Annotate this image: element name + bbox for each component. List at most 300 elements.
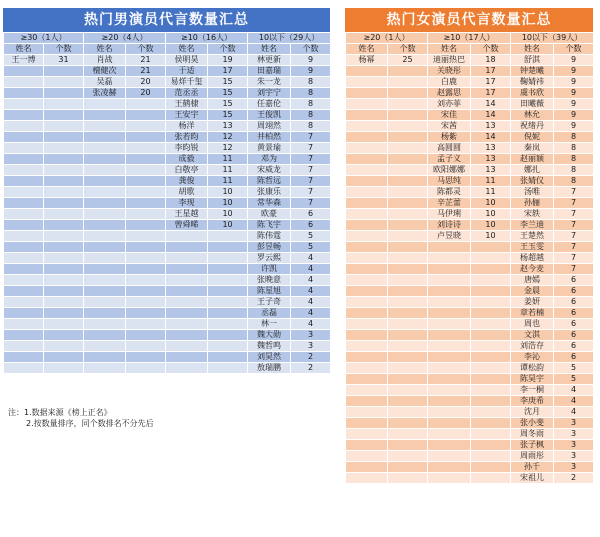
empty-cell: [44, 319, 84, 330]
endorsement-count: 9: [554, 99, 594, 110]
endorsement-count: 17: [471, 66, 511, 77]
actor-name: 孙俪: [511, 198, 554, 209]
actor-name: 邓为: [248, 154, 291, 165]
actor-name: 唐嫣: [511, 275, 554, 286]
empty-cell: [471, 374, 511, 385]
actor-name: 宋威龙: [248, 165, 291, 176]
female-endorsement-table: [345, 32, 594, 484]
table-row: [346, 176, 594, 187]
endorsement-count: 14: [471, 99, 511, 110]
actor-name: 周翊然: [248, 121, 291, 132]
endorsement-count: 7: [291, 143, 331, 154]
actor-name: 沈月: [511, 407, 554, 418]
empty-cell: [388, 352, 428, 363]
empty-cell: [84, 121, 126, 132]
empty-cell: [4, 187, 44, 198]
empty-cell: [388, 143, 428, 154]
empty-cell: [166, 330, 208, 341]
actor-name: 欧豪: [248, 209, 291, 220]
empty-cell: [4, 88, 44, 99]
empty-cell: [4, 209, 44, 220]
actor-name: 田嘉瑞: [248, 66, 291, 77]
empty-cell: [471, 352, 511, 363]
empty-cell: [428, 242, 471, 253]
actor-name: 张小斐: [511, 418, 554, 429]
column-header-count: 个数: [208, 44, 248, 55]
endorsement-count: 6: [554, 275, 594, 286]
actor-name: 许凯: [248, 264, 291, 275]
empty-cell: [346, 473, 388, 484]
endorsement-count: 4: [554, 385, 594, 396]
endorsement-count: 8: [291, 99, 331, 110]
empty-cell: [44, 187, 84, 198]
endorsement-count: 7: [554, 242, 594, 253]
actor-name: 王鹤棣: [166, 99, 208, 110]
empty-cell: [428, 429, 471, 440]
endorsement-count: 5: [291, 242, 331, 253]
empty-cell: [388, 330, 428, 341]
actor-name: 李现: [166, 198, 208, 209]
actor-name: 陈星旭: [248, 286, 291, 297]
endorsement-count: 8: [554, 165, 594, 176]
table-row: [346, 110, 594, 121]
empty-cell: [346, 187, 388, 198]
empty-cell: [84, 330, 126, 341]
actor-name: 刘宇宁: [248, 88, 291, 99]
group-header: ≥20（4人）: [84, 33, 166, 44]
endorsement-count: 8: [554, 176, 594, 187]
table-row: [346, 77, 594, 88]
empty-cell: [428, 385, 471, 396]
actor-name: 金晨: [511, 286, 554, 297]
empty-cell: [388, 396, 428, 407]
empty-cell: [346, 286, 388, 297]
table-row: [4, 220, 331, 231]
endorsement-count: 7: [554, 253, 594, 264]
endorsement-count: 8: [554, 132, 594, 143]
empty-cell: [44, 154, 84, 165]
actor-name: 田曦薇: [511, 99, 554, 110]
empty-cell: [84, 231, 126, 242]
empty-cell: [44, 88, 84, 99]
empty-cell: [208, 231, 248, 242]
endorsement-count: 10: [208, 198, 248, 209]
empty-cell: [44, 143, 84, 154]
empty-cell: [44, 132, 84, 143]
actor-name: 文淇: [511, 330, 554, 341]
empty-cell: [44, 253, 84, 264]
endorsement-count: 7: [554, 187, 594, 198]
empty-cell: [346, 429, 388, 440]
empty-cell: [471, 286, 511, 297]
empty-cell: [346, 77, 388, 88]
actor-name: 汤唯: [511, 187, 554, 198]
endorsement-count: 6: [554, 319, 594, 330]
empty-cell: [208, 319, 248, 330]
empty-cell: [44, 77, 84, 88]
endorsement-count: 4: [554, 407, 594, 418]
empty-cell: [428, 473, 471, 484]
actor-name: 祝绪丹: [511, 121, 554, 132]
column-header-name: 姓名: [248, 44, 291, 55]
empty-cell: [126, 99, 166, 110]
actor-name: 钟楚曦: [511, 66, 554, 77]
endorsement-count: 17: [471, 77, 511, 88]
endorsement-count: 7: [291, 176, 331, 187]
endorsement-count: 10: [471, 209, 511, 220]
empty-cell: [388, 385, 428, 396]
endorsement-count: 10: [208, 187, 248, 198]
endorsement-count: 13: [471, 154, 511, 165]
empty-cell: [346, 363, 388, 374]
actor-name: 宋轶: [511, 209, 554, 220]
endorsement-count: 13: [471, 121, 511, 132]
table-row: [346, 55, 594, 66]
actor-name: 易烊千玺: [166, 77, 208, 88]
female-actor-panel: [345, 8, 593, 484]
actor-name: 于适: [166, 66, 208, 77]
empty-cell: [208, 286, 248, 297]
empty-cell: [44, 363, 84, 374]
empty-cell: [428, 297, 471, 308]
actor-name: 杨洋: [166, 121, 208, 132]
endorsement-count: 7: [291, 187, 331, 198]
empty-cell: [84, 352, 126, 363]
endorsement-count: 2: [291, 352, 331, 363]
empty-cell: [471, 275, 511, 286]
empty-cell: [126, 308, 166, 319]
empty-cell: [84, 165, 126, 176]
table-row: [346, 275, 594, 286]
empty-cell: [346, 407, 388, 418]
endorsement-count: 17: [208, 66, 248, 77]
empty-cell: [126, 198, 166, 209]
table-row: [346, 154, 594, 165]
empty-cell: [126, 352, 166, 363]
empty-cell: [126, 121, 166, 132]
actor-name: 马思纯: [428, 176, 471, 187]
table-row: [346, 121, 594, 132]
empty-cell: [84, 363, 126, 374]
table-row: [4, 143, 331, 154]
actor-name: 王星越: [166, 209, 208, 220]
empty-cell: [44, 231, 84, 242]
endorsement-count: 31: [44, 55, 84, 66]
table-row: [346, 220, 594, 231]
actor-name: 倪妮: [511, 132, 554, 143]
table-row: [346, 418, 594, 429]
actor-name: 舒淇: [511, 55, 554, 66]
endorsement-count: 7: [554, 264, 594, 275]
endorsement-count: 7: [291, 198, 331, 209]
empty-cell: [84, 132, 126, 143]
endorsement-count: 11: [471, 176, 511, 187]
actor-name: 杨紫: [428, 132, 471, 143]
actor-name: 马伊琍: [428, 209, 471, 220]
table-row: [4, 319, 331, 330]
endorsement-count: 3: [291, 341, 331, 352]
actor-name: 罗云熙: [248, 253, 291, 264]
actor-name: 赵丽颖: [511, 154, 554, 165]
table-row: [346, 330, 594, 341]
actor-name: 张婧仪: [511, 176, 554, 187]
table-row: [4, 110, 331, 121]
actor-name: 宋佳: [428, 110, 471, 121]
empty-cell: [4, 110, 44, 121]
empty-cell: [4, 176, 44, 187]
actor-name: 关晓彤: [428, 66, 471, 77]
empty-cell: [346, 462, 388, 473]
table-row: [346, 209, 594, 220]
table-row: [4, 286, 331, 297]
empty-cell: [44, 286, 84, 297]
empty-cell: [166, 286, 208, 297]
endorsement-count: 8: [554, 154, 594, 165]
actor-name: 李一桐: [511, 385, 554, 396]
actor-name: 肖战: [84, 55, 126, 66]
endorsement-count: 4: [291, 319, 331, 330]
actor-name: 陈伟霆: [248, 231, 291, 242]
endorsement-count: 9: [554, 77, 594, 88]
table-row: [4, 121, 331, 132]
empty-cell: [428, 275, 471, 286]
endorsement-count: 13: [471, 143, 511, 154]
empty-cell: [346, 396, 388, 407]
endorsement-count: 15: [208, 99, 248, 110]
table-row: [346, 429, 594, 440]
table-row: [346, 231, 594, 242]
empty-cell: [471, 396, 511, 407]
endorsement-count: 8: [291, 77, 331, 88]
footnotes: [8, 407, 154, 429]
endorsement-count: 7: [554, 220, 594, 231]
empty-cell: [471, 308, 511, 319]
empty-cell: [4, 198, 44, 209]
actor-name: 魏大勋: [248, 330, 291, 341]
actor-name: 孟子义: [428, 154, 471, 165]
empty-cell: [471, 418, 511, 429]
empty-cell: [126, 132, 166, 143]
endorsement-count: 13: [208, 121, 248, 132]
empty-cell: [166, 242, 208, 253]
table-row: [346, 187, 594, 198]
actor-name: 谭松韵: [511, 363, 554, 374]
endorsement-count: 5: [554, 363, 594, 374]
actor-name: 白鹿: [428, 77, 471, 88]
group-header: ≥10（17人）: [428, 33, 511, 44]
empty-cell: [4, 99, 44, 110]
empty-cell: [44, 220, 84, 231]
column-header-name: 姓名: [84, 44, 126, 55]
empty-cell: [428, 341, 471, 352]
empty-cell: [346, 418, 388, 429]
empty-cell: [126, 110, 166, 121]
table-row: [4, 275, 331, 286]
empty-cell: [388, 264, 428, 275]
male-actor-panel: [3, 8, 330, 374]
table-row: [346, 132, 594, 143]
empty-cell: [126, 209, 166, 220]
empty-cell: [388, 319, 428, 330]
actor-name: 白敬亭: [166, 165, 208, 176]
endorsement-count: 14: [471, 110, 511, 121]
empty-cell: [388, 308, 428, 319]
empty-cell: [44, 264, 84, 275]
actor-name: 周也: [511, 319, 554, 330]
actor-name: 龚俊: [166, 176, 208, 187]
empty-cell: [4, 132, 44, 143]
actor-name: 朱一龙: [248, 77, 291, 88]
actor-name: 章若楠: [511, 308, 554, 319]
actor-name: 迪丽热巴: [428, 55, 471, 66]
column-header-name: 姓名: [428, 44, 471, 55]
empty-cell: [126, 154, 166, 165]
empty-cell: [428, 374, 471, 385]
empty-cell: [44, 242, 84, 253]
actor-name: 曾舜晞: [166, 220, 208, 231]
actor-name: 宋祖儿: [511, 473, 554, 484]
actor-name: 王安宇: [166, 110, 208, 121]
empty-cell: [388, 286, 428, 297]
table-row: [4, 132, 331, 143]
empty-cell: [44, 297, 84, 308]
empty-cell: [346, 198, 388, 209]
endorsement-count: 15: [208, 88, 248, 99]
table-row: [4, 165, 331, 176]
empty-cell: [388, 88, 428, 99]
empty-cell: [388, 275, 428, 286]
empty-cell: [126, 264, 166, 275]
empty-cell: [388, 231, 428, 242]
empty-cell: [428, 352, 471, 363]
empty-cell: [346, 88, 388, 99]
actor-name: 鞠婧祎: [511, 77, 554, 88]
empty-cell: [346, 242, 388, 253]
endorsement-count: 14: [471, 132, 511, 143]
endorsement-count: 11: [208, 176, 248, 187]
empty-cell: [208, 264, 248, 275]
table-row: [4, 55, 331, 66]
empty-cell: [208, 330, 248, 341]
empty-cell: [44, 66, 84, 77]
empty-cell: [346, 264, 388, 275]
empty-cell: [388, 462, 428, 473]
empty-cell: [166, 363, 208, 374]
endorsement-count: 4: [291, 297, 331, 308]
actor-name: 黄景瑜: [248, 143, 291, 154]
endorsement-count: 9: [554, 66, 594, 77]
empty-cell: [471, 297, 511, 308]
actor-name: 李兰迪: [511, 220, 554, 231]
footnote-source: 注：1.数据来源《榜上正名》: [8, 408, 112, 417]
empty-cell: [388, 429, 428, 440]
male-panel-title: 热门男演员代言数量汇总: [3, 8, 330, 32]
empty-cell: [346, 341, 388, 352]
empty-cell: [4, 286, 44, 297]
empty-cell: [126, 341, 166, 352]
empty-cell: [4, 253, 44, 264]
endorsement-count: 6: [291, 209, 331, 220]
empty-cell: [166, 297, 208, 308]
column-header-name: 姓名: [166, 44, 208, 55]
empty-cell: [126, 143, 166, 154]
endorsement-count: 3: [554, 451, 594, 462]
empty-cell: [388, 242, 428, 253]
empty-cell: [471, 462, 511, 473]
empty-cell: [346, 176, 388, 187]
actor-name: 姜妍: [511, 297, 554, 308]
empty-cell: [428, 319, 471, 330]
endorsement-count: 12: [208, 143, 248, 154]
actor-name: 卢昱晓: [428, 231, 471, 242]
actor-name: 张子枫: [511, 440, 554, 451]
empty-cell: [126, 363, 166, 374]
empty-cell: [388, 451, 428, 462]
endorsement-count: 6: [554, 341, 594, 352]
actor-name: 成毅: [166, 154, 208, 165]
endorsement-count: 21: [126, 55, 166, 66]
empty-cell: [388, 110, 428, 121]
endorsement-count: 4: [291, 286, 331, 297]
table-row: [4, 242, 331, 253]
empty-cell: [471, 440, 511, 451]
actor-name: 敖瑞鹏: [248, 363, 291, 374]
table-row: [4, 330, 331, 341]
endorsement-count: 9: [291, 66, 331, 77]
actor-name: 宋茜: [428, 121, 471, 132]
empty-cell: [208, 297, 248, 308]
empty-cell: [4, 143, 44, 154]
empty-cell: [44, 110, 84, 121]
actor-name: 高圆圆: [428, 143, 471, 154]
table-row: [346, 341, 594, 352]
group-header: ≥30（1人）: [4, 33, 84, 44]
endorsement-count: 6: [554, 297, 594, 308]
empty-cell: [166, 341, 208, 352]
endorsement-count: 12: [208, 132, 248, 143]
endorsement-count: 8: [291, 110, 331, 121]
endorsement-count: 4: [554, 396, 594, 407]
endorsement-count: 21: [126, 66, 166, 77]
empty-cell: [126, 319, 166, 330]
empty-cell: [388, 374, 428, 385]
empty-cell: [4, 66, 44, 77]
table-row: [4, 308, 331, 319]
actor-name: 王楚然: [511, 231, 554, 242]
empty-cell: [4, 308, 44, 319]
empty-cell: [84, 187, 126, 198]
actor-name: 井柏然: [248, 132, 291, 143]
endorsement-count: 4: [291, 275, 331, 286]
empty-cell: [471, 341, 511, 352]
empty-cell: [346, 440, 388, 451]
empty-cell: [84, 99, 126, 110]
actor-name: 娜扎: [511, 165, 554, 176]
empty-cell: [428, 363, 471, 374]
empty-cell: [44, 308, 84, 319]
table-row: [346, 308, 594, 319]
empty-cell: [346, 66, 388, 77]
empty-cell: [428, 451, 471, 462]
endorsement-count: 9: [291, 55, 331, 66]
empty-cell: [388, 165, 428, 176]
actor-name: 林一: [248, 319, 291, 330]
table-row: [346, 473, 594, 484]
table-row: [346, 374, 594, 385]
empty-cell: [388, 187, 428, 198]
endorsement-count: 18: [471, 55, 511, 66]
endorsement-count: 6: [291, 220, 331, 231]
